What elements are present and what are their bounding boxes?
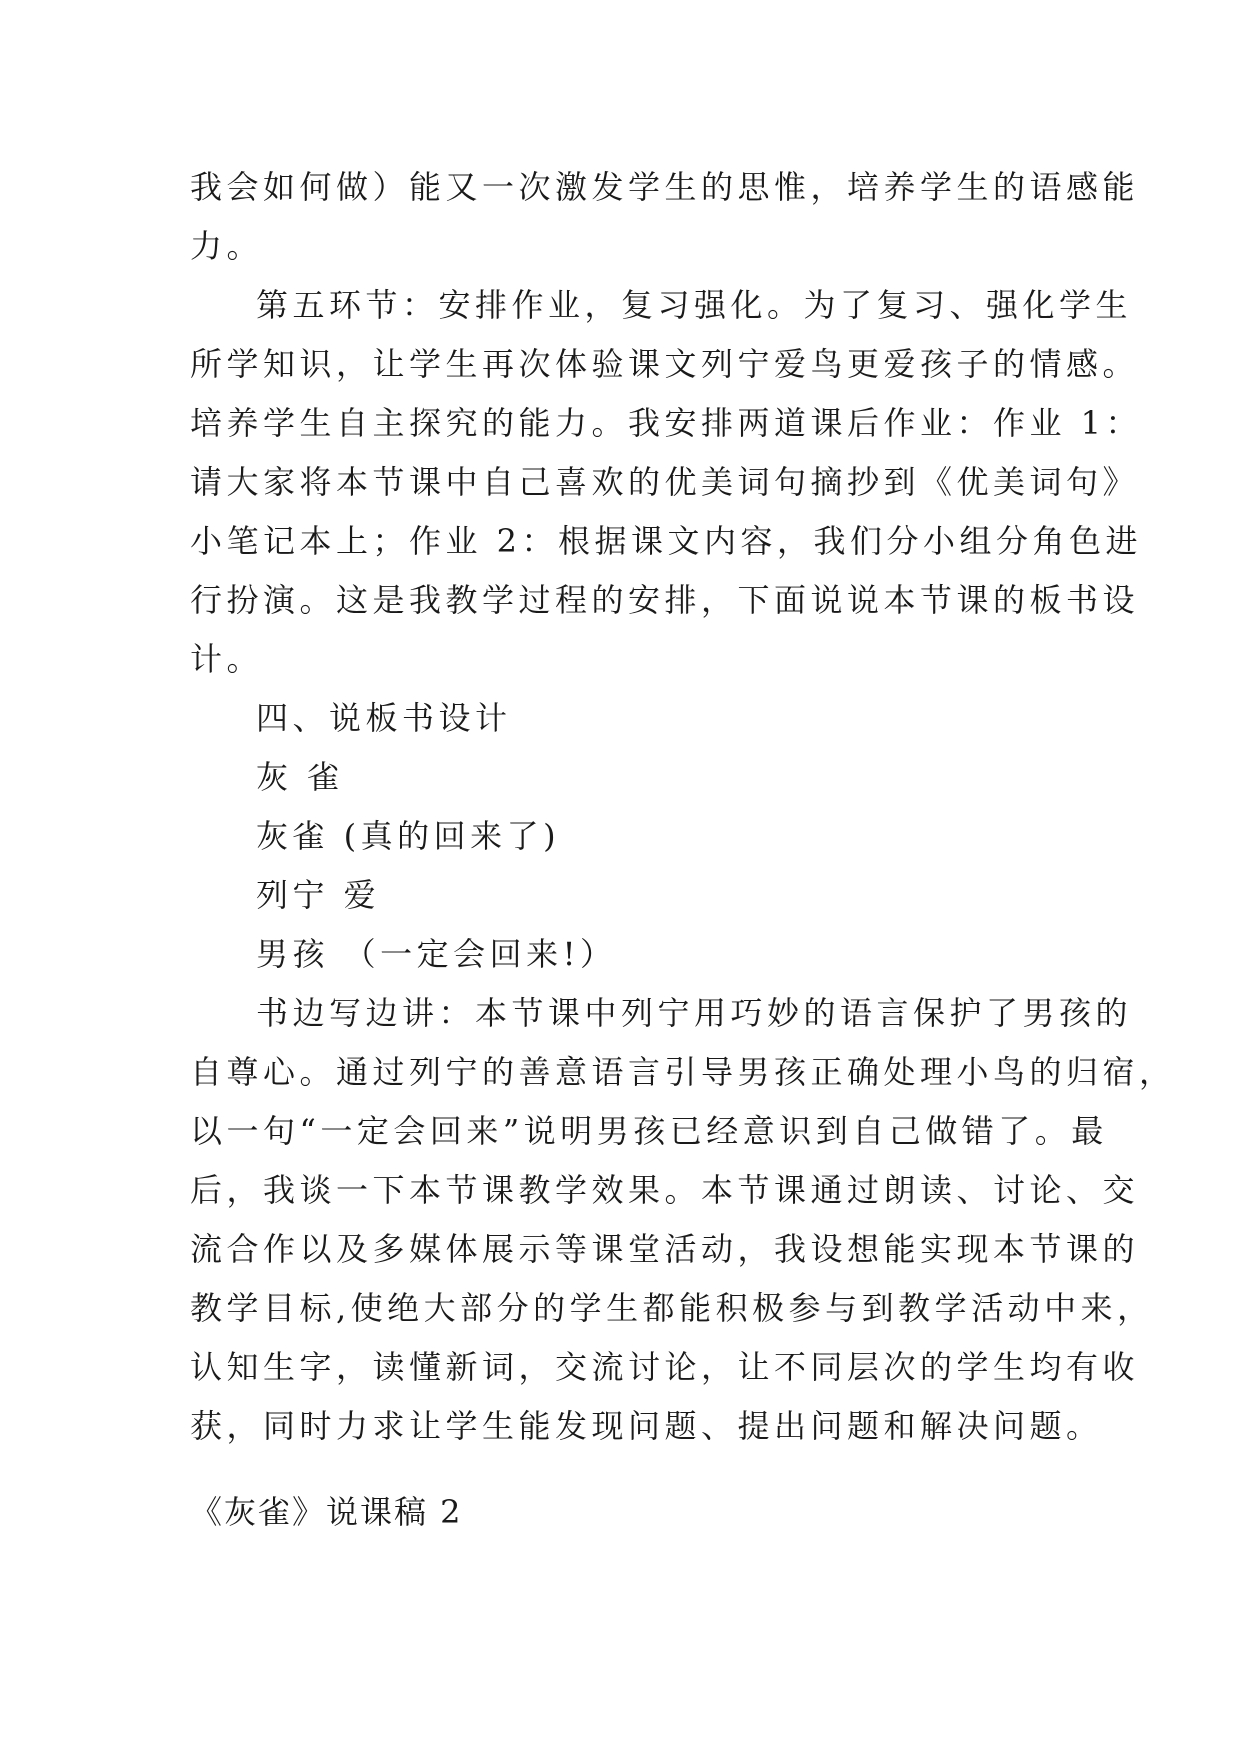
text-line: 我会如何做）能又一次激发学生的思惟，培养学生的语感能 xyxy=(190,168,1140,206)
body-text xyxy=(190,158,1176,1456)
text-line: 以一句“一定会回来”说明男孩已经意识到自己做错了。最 xyxy=(190,1112,1108,1150)
blackboard-line: 灰雀 (真的回来了) xyxy=(256,817,561,855)
text-line: 请大家将本节课中自己喜欢的优美词句摘抄到《优美词句》 xyxy=(190,463,1140,501)
text-line: 后，我谈一下本节课教学效果。本节课通过朗读、讨论、交 xyxy=(190,1171,1140,1209)
text-line: 行扮演。这是我教学过程的安排，下面说说本节课的板书设 xyxy=(190,581,1140,619)
text-line: 第五环节：安排作业，复习强化。为了复习、强化学生 xyxy=(256,286,1133,324)
text-line: 获，同时力求让学生能发现问题、提出问题和解决问题。 xyxy=(190,1407,1103,1445)
text-line: 教学目标,使绝大部分的学生都能积极参与到教学活动中来， xyxy=(190,1289,1154,1327)
blackboard-line: 男孩 （一定会回来!） xyxy=(256,935,617,973)
blackboard-line: 列宁 爱 xyxy=(256,876,381,914)
text-line: 书边写边讲：本节课中列宁用巧妙的语言保护了男孩的 xyxy=(256,994,1133,1032)
section-heading: 四、说板书设计 xyxy=(256,699,512,737)
text-line: 小笔记本上；作业 2：根据课文内容，我们分小组分角色进 xyxy=(190,522,1143,560)
blackboard-line: 灰 雀 xyxy=(256,758,344,796)
text-line: 力。 xyxy=(190,227,264,265)
next-document-title: 《灰雀》说课稿 2 xyxy=(190,1493,463,1531)
text-line: 培养学生自主探究的能力。我安排两道课后作业：作业 1： xyxy=(190,404,1143,442)
text-line: 计。 xyxy=(190,640,264,678)
text-line: 认知生字，读懂新词，交流讨论，让不同层次的学生均有收 xyxy=(190,1348,1140,1386)
text-line: 所学知识，让学生再次体验课文列宁爱鸟更爱孩子的情感。 xyxy=(190,345,1140,383)
text-line: 流合作以及多媒体展示等课堂活动，我设想能实现本节课的 xyxy=(190,1230,1140,1268)
text-line: 自尊心。通过列宁的善意语言引导男孩正确处理小鸟的归宿， xyxy=(190,1053,1176,1091)
